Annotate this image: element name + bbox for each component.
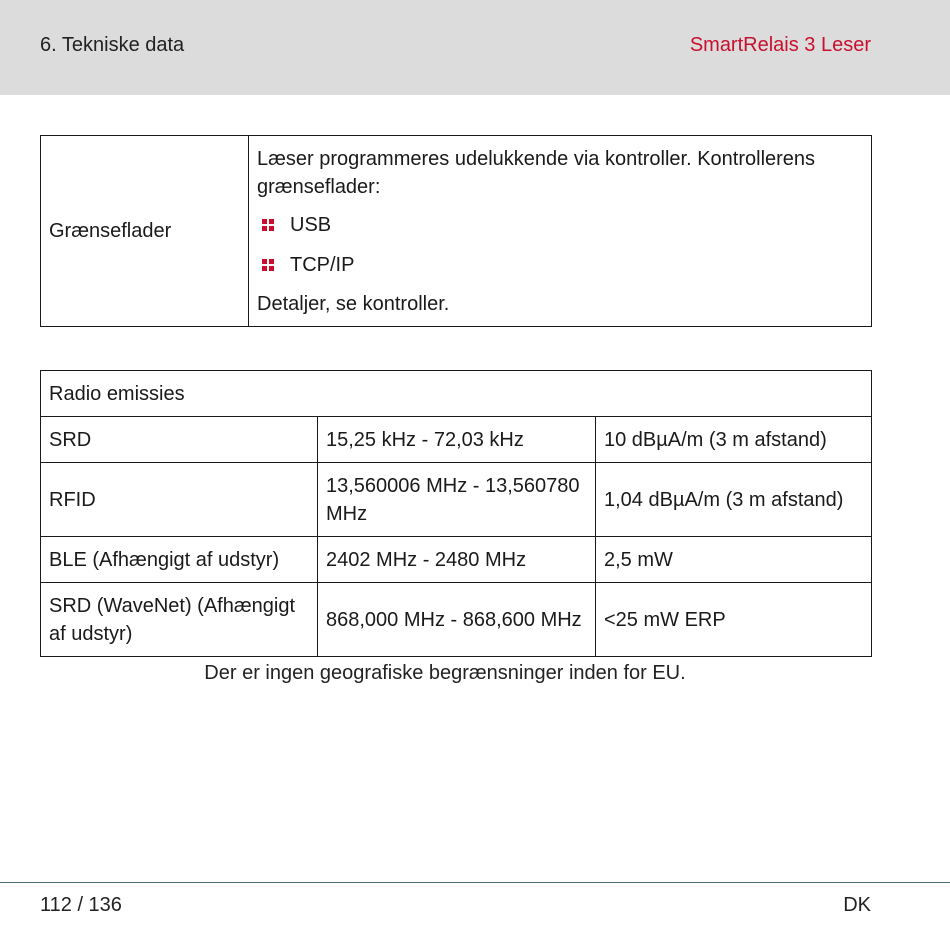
frequency-cell: 868,000 MHz - 868,600 MHz xyxy=(318,583,596,657)
interfaces-label: Grænseflader xyxy=(41,136,249,327)
table-row xyxy=(41,583,872,657)
list-item-label: TCP/IP xyxy=(290,254,355,276)
eu-note: Der er ingen geografiske begrænsninger inden for EU. xyxy=(204,662,686,684)
radio-emissions-table xyxy=(40,370,872,657)
table-row xyxy=(41,136,872,327)
emission-cell: 10 dBµA/m (3 m afstand) xyxy=(596,417,872,463)
band-cell: RFID xyxy=(41,463,318,537)
band-cell: SRD xyxy=(41,417,318,463)
radio-table-title: Radio emissies xyxy=(41,371,872,417)
footer-divider xyxy=(0,882,950,883)
list-item-label: USB xyxy=(290,214,332,236)
table-row xyxy=(41,371,872,417)
table-row xyxy=(41,417,872,463)
interfaces-outro: Detaljer, se kontroller. xyxy=(257,293,450,315)
interfaces-intro: Læser programmeres udelukkende via kontroller. Kontrollerens grænseflader: xyxy=(257,148,816,198)
emission-cell: 1,04 dBµA/m (3 m afstand) xyxy=(596,463,872,537)
page-number: 112 / 136 xyxy=(40,894,122,916)
square-bullet-icon xyxy=(262,219,274,231)
interfaces-table xyxy=(40,135,872,327)
page-header xyxy=(0,0,950,95)
band-cell: BLE (Afhængigt af udstyr) xyxy=(41,537,318,583)
square-bullet-icon xyxy=(262,259,274,271)
interfaces-list xyxy=(257,210,863,280)
frequency-cell: 13,560006 MHz - 13,560780 MHz xyxy=(318,463,596,537)
list-item xyxy=(257,210,863,240)
language-code: DK xyxy=(843,894,871,916)
product-name: SmartRelais 3 Leser xyxy=(689,34,871,56)
frequency-cell: 15,25 kHz - 72,03 kHz xyxy=(318,417,596,463)
list-item xyxy=(257,250,863,280)
table-row xyxy=(41,463,872,537)
interfaces-content xyxy=(249,136,872,327)
emission-cell: <25 mW ERP xyxy=(596,583,872,657)
emission-cell: 2,5 mW xyxy=(596,537,872,583)
table-row xyxy=(41,537,872,583)
frequency-cell: 2402 MHz - 2480 MHz xyxy=(318,537,596,583)
band-cell: SRD (WaveNet) (Afhængigt af udstyr) xyxy=(41,583,318,657)
section-title: 6. Tekniske data xyxy=(40,34,185,56)
